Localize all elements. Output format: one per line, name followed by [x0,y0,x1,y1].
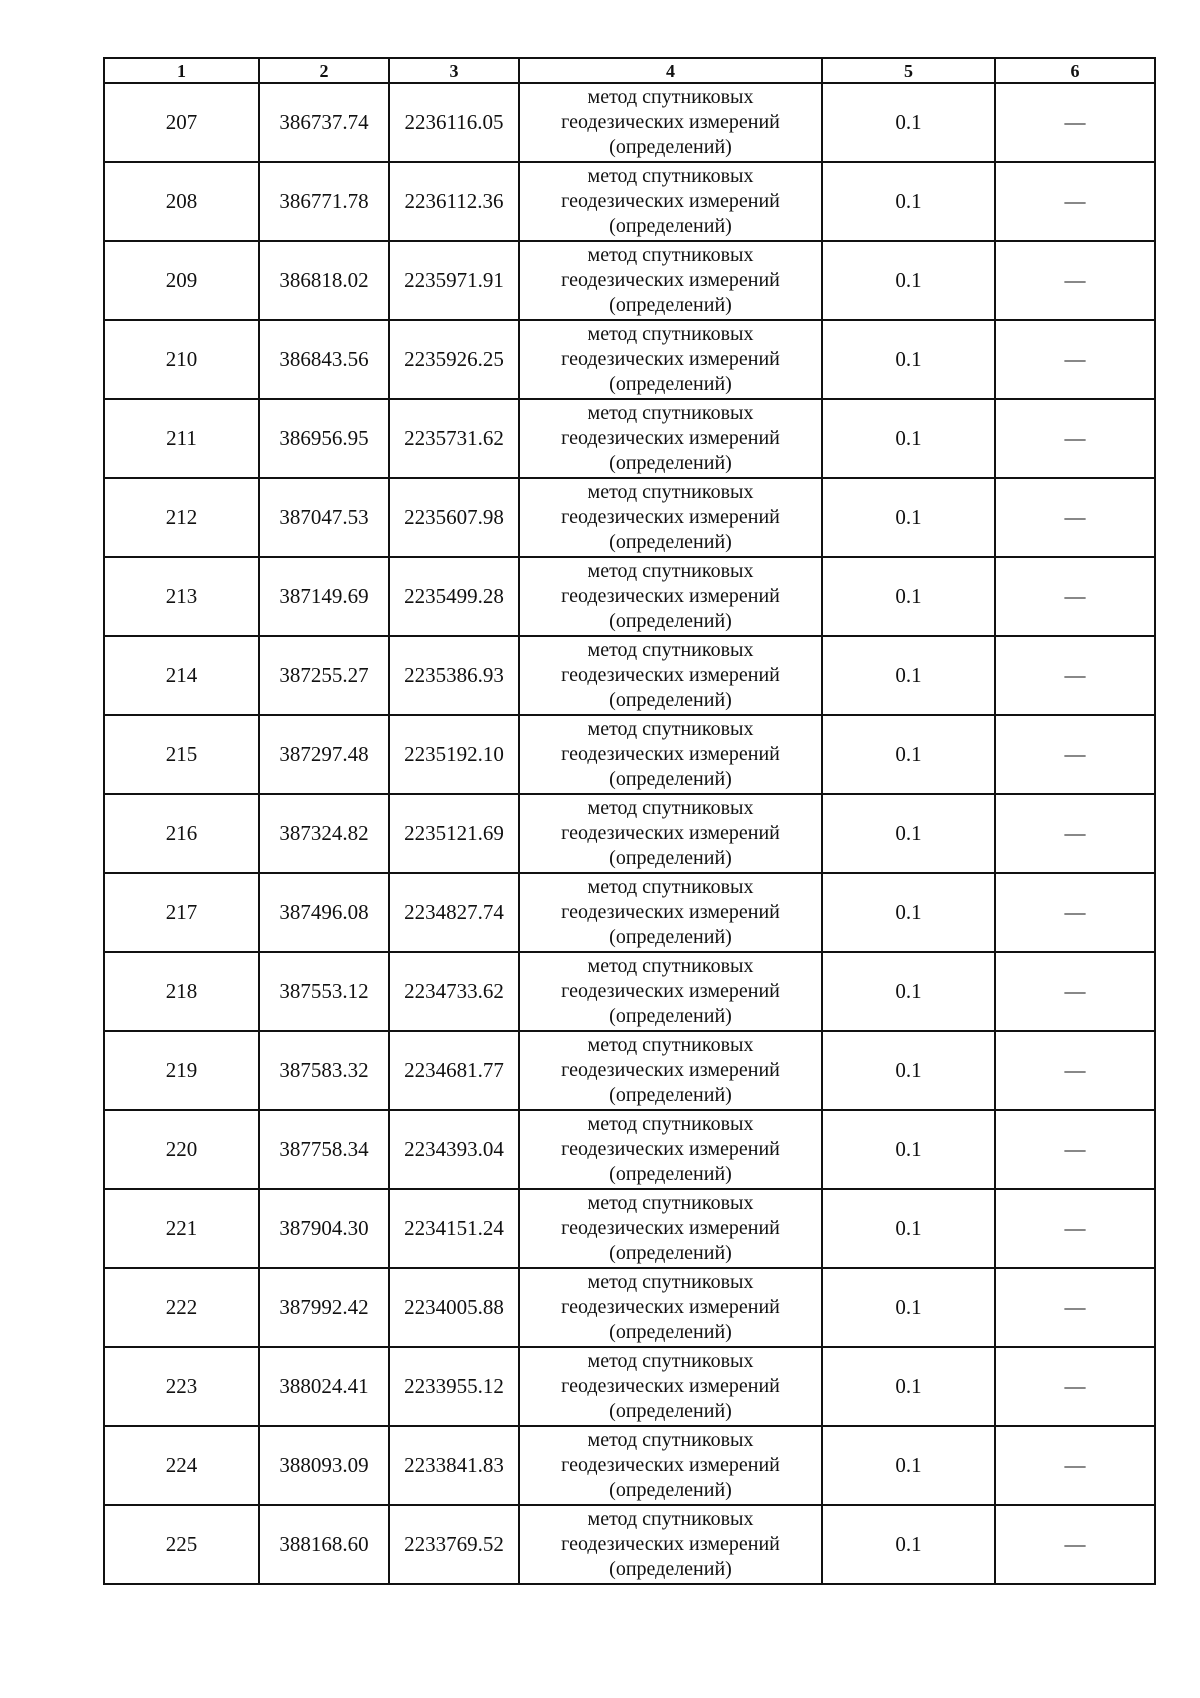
x-coordinate-cell: 387255.27 [259,636,389,715]
y-coordinate-cell: 2234151.24 [389,1189,519,1268]
point-number-cell: 216 [104,794,259,873]
accuracy-cell: 0.1 [822,478,995,557]
method-text-line: геодезических измерений [561,664,780,686]
method-text-line: геодезических измерений [561,506,780,528]
accuracy-cell: 0.1 [822,1110,995,1189]
accuracy-cell: 0.1 [822,1347,995,1426]
method-text-line: метод спутниковых [587,1034,754,1056]
method-cell [519,399,822,478]
method-text-line: метод спутниковых [587,1429,754,1451]
note-cell: — [995,636,1155,715]
method-text-line: метод спутниковых [587,560,754,582]
y-coordinate-cell: 2235192.10 [389,715,519,794]
table-row [104,162,1155,241]
method-text-line: геодезических измерений [561,585,780,607]
accuracy-cell: 0.1 [822,1426,995,1505]
y-coordinate-cell: 2235499.28 [389,557,519,636]
method-text-line: (определений) [609,768,732,790]
note-cell: — [995,873,1155,952]
method-text-line: (определений) [609,1321,732,1343]
accuracy-cell: 0.1 [822,1031,995,1110]
method-text-line: метод спутниковых [587,323,754,345]
method-text-line: метод спутниковых [587,1192,754,1214]
coordinates-sheet [103,57,1154,1585]
table-row [104,1505,1155,1584]
column-header-2: 2 [259,58,389,83]
accuracy-cell: 0.1 [822,241,995,320]
method-text-line: геодезических измерений [561,980,780,1002]
x-coordinate-cell: 387992.42 [259,1268,389,1347]
method-text-line: (определений) [609,1005,732,1027]
x-coordinate-cell: 388024.41 [259,1347,389,1426]
method-text-line: метод спутниковых [587,165,754,187]
point-number-cell: 220 [104,1110,259,1189]
column-header-4: 4 [519,58,822,83]
x-coordinate-cell: 388093.09 [259,1426,389,1505]
point-number-cell: 219 [104,1031,259,1110]
x-coordinate-cell: 386956.95 [259,399,389,478]
point-number-cell: 213 [104,557,259,636]
method-cell [519,162,822,241]
method-text-line: (определений) [609,1084,732,1106]
method-text-line: (определений) [609,1400,732,1422]
y-coordinate-cell: 2235971.91 [389,241,519,320]
method-text-line: метод спутниковых [587,718,754,740]
x-coordinate-cell: 386843.56 [259,320,389,399]
method-cell [519,1347,822,1426]
method-text-line: метод спутниковых [587,1508,754,1530]
method-text-line: геодезических измерений [561,111,780,133]
note-cell: — [995,1268,1155,1347]
method-text-line: геодезических измерений [561,743,780,765]
method-text-line: метод спутниковых [587,797,754,819]
method-text-line: геодезических измерений [561,1217,780,1239]
y-coordinate-cell: 2234733.62 [389,952,519,1031]
column-header-3: 3 [389,58,519,83]
column-header-1: 1 [104,58,259,83]
method-text-line: геодезических измерений [561,1533,780,1555]
x-coordinate-cell: 387583.32 [259,1031,389,1110]
point-number-cell: 221 [104,1189,259,1268]
method-text-line: метод спутниковых [587,244,754,266]
method-text-line: геодезических измерений [561,1059,780,1081]
point-number-cell: 208 [104,162,259,241]
method-cell [519,1031,822,1110]
method-text-line: геодезических измерений [561,269,780,291]
note-cell: — [995,399,1155,478]
point-number-cell: 211 [104,399,259,478]
method-text-line: метод спутниковых [587,481,754,503]
x-coordinate-cell: 386818.02 [259,241,389,320]
method-text-line: метод спутниковых [587,402,754,424]
point-number-cell: 224 [104,1426,259,1505]
note-cell: — [995,83,1155,162]
point-number-cell: 209 [104,241,259,320]
y-coordinate-cell: 2235926.25 [389,320,519,399]
y-coordinate-cell: 2233955.12 [389,1347,519,1426]
table-row [104,1110,1155,1189]
table-row [104,636,1155,715]
accuracy-cell: 0.1 [822,557,995,636]
method-cell [519,1426,822,1505]
note-cell: — [995,794,1155,873]
method-text-line: метод спутниковых [587,1350,754,1372]
method-text-line: (определений) [609,136,732,158]
method-text-line: (определений) [609,294,732,316]
method-text-line: (определений) [609,531,732,553]
note-cell: — [995,952,1155,1031]
table-row [104,478,1155,557]
method-cell [519,83,822,162]
table-row [104,952,1155,1031]
note-cell: — [995,1505,1155,1584]
accuracy-cell: 0.1 [822,636,995,715]
coordinates-table [103,57,1156,1585]
point-number-cell: 223 [104,1347,259,1426]
y-coordinate-cell: 2233841.83 [389,1426,519,1505]
x-coordinate-cell: 387758.34 [259,1110,389,1189]
table-row [104,1031,1155,1110]
column-header-5: 5 [822,58,995,83]
accuracy-cell: 0.1 [822,83,995,162]
method-text-line: геодезических измерений [561,427,780,449]
table-row [104,399,1155,478]
method-text-line: (определений) [609,1558,732,1580]
method-text-line: геодезических измерений [561,901,780,923]
table-row [104,83,1155,162]
method-cell [519,241,822,320]
x-coordinate-cell: 387324.82 [259,794,389,873]
method-text-line: (определений) [609,926,732,948]
x-coordinate-cell: 387149.69 [259,557,389,636]
note-cell: — [995,715,1155,794]
method-cell [519,478,822,557]
accuracy-cell: 0.1 [822,873,995,952]
y-coordinate-cell: 2235386.93 [389,636,519,715]
note-cell: — [995,1031,1155,1110]
method-cell [519,1189,822,1268]
table-row [104,794,1155,873]
method-text-line: (определений) [609,215,732,237]
x-coordinate-cell: 387904.30 [259,1189,389,1268]
accuracy-cell: 0.1 [822,1268,995,1347]
table-row [104,241,1155,320]
table-body [104,83,1155,1584]
method-text-line: геодезических измерений [561,190,780,212]
point-number-cell: 215 [104,715,259,794]
x-coordinate-cell: 387496.08 [259,873,389,952]
method-text-line: геодезических измерений [561,1138,780,1160]
method-text-line: (определений) [609,452,732,474]
point-number-cell: 225 [104,1505,259,1584]
accuracy-cell: 0.1 [822,952,995,1031]
accuracy-cell: 0.1 [822,320,995,399]
note-cell: — [995,162,1155,241]
method-text-line: метод спутниковых [587,876,754,898]
y-coordinate-cell: 2235607.98 [389,478,519,557]
table-row [104,873,1155,952]
table-row [104,320,1155,399]
note-cell: — [995,241,1155,320]
method-text-line: (определений) [609,1479,732,1501]
method-cell [519,320,822,399]
y-coordinate-cell: 2236116.05 [389,83,519,162]
method-text-line: (определений) [609,847,732,869]
y-coordinate-cell: 2234681.77 [389,1031,519,1110]
method-text-line: метод спутниковых [587,1113,754,1135]
method-text-line: геодезических измерений [561,1296,780,1318]
column-header-6: 6 [995,58,1155,83]
accuracy-cell: 0.1 [822,162,995,241]
y-coordinate-cell: 2235121.69 [389,794,519,873]
point-number-cell: 217 [104,873,259,952]
point-number-cell: 214 [104,636,259,715]
accuracy-cell: 0.1 [822,715,995,794]
method-text-line: геодезических измерений [561,1454,780,1476]
x-coordinate-cell: 388168.60 [259,1505,389,1584]
x-coordinate-cell: 387047.53 [259,478,389,557]
x-coordinate-cell: 387553.12 [259,952,389,1031]
y-coordinate-cell: 2235731.62 [389,399,519,478]
method-text-line: метод спутниковых [587,86,754,108]
method-text-line: (определений) [609,689,732,711]
method-cell [519,557,822,636]
method-cell [519,952,822,1031]
method-text-line: (определений) [609,610,732,632]
table-row [104,1268,1155,1347]
method-text-line: метод спутниковых [587,639,754,661]
header-row [104,58,1155,83]
table-row [104,1189,1155,1268]
method-text-line: геодезических измерений [561,348,780,370]
table-row [104,1347,1155,1426]
method-cell [519,636,822,715]
method-cell [519,715,822,794]
method-cell [519,873,822,952]
note-cell: — [995,1426,1155,1505]
point-number-cell: 218 [104,952,259,1031]
method-text-line: (определений) [609,1242,732,1264]
table-row [104,557,1155,636]
method-cell [519,1268,822,1347]
y-coordinate-cell: 2233769.52 [389,1505,519,1584]
y-coordinate-cell: 2234393.04 [389,1110,519,1189]
method-text-line: метод спутниковых [587,955,754,977]
note-cell: — [995,320,1155,399]
y-coordinate-cell: 2234005.88 [389,1268,519,1347]
note-cell: — [995,478,1155,557]
method-text-line: (определений) [609,1163,732,1185]
table-row [104,1426,1155,1505]
table-header [104,58,1155,83]
accuracy-cell: 0.1 [822,794,995,873]
method-text-line: геодезических измерений [561,822,780,844]
y-coordinate-cell: 2236112.36 [389,162,519,241]
y-coordinate-cell: 2234827.74 [389,873,519,952]
method-cell [519,1505,822,1584]
note-cell: — [995,557,1155,636]
method-text-line: (определений) [609,373,732,395]
note-cell: — [995,1189,1155,1268]
x-coordinate-cell: 386737.74 [259,83,389,162]
x-coordinate-cell: 387297.48 [259,715,389,794]
table-row [104,715,1155,794]
accuracy-cell: 0.1 [822,1189,995,1268]
accuracy-cell: 0.1 [822,399,995,478]
accuracy-cell: 0.1 [822,1505,995,1584]
point-number-cell: 212 [104,478,259,557]
point-number-cell: 222 [104,1268,259,1347]
point-number-cell: 207 [104,83,259,162]
method-text-line: геодезических измерений [561,1375,780,1397]
note-cell: — [995,1110,1155,1189]
method-text-line: метод спутниковых [587,1271,754,1293]
point-number-cell: 210 [104,320,259,399]
x-coordinate-cell: 386771.78 [259,162,389,241]
method-cell [519,1110,822,1189]
note-cell: — [995,1347,1155,1426]
method-cell [519,794,822,873]
